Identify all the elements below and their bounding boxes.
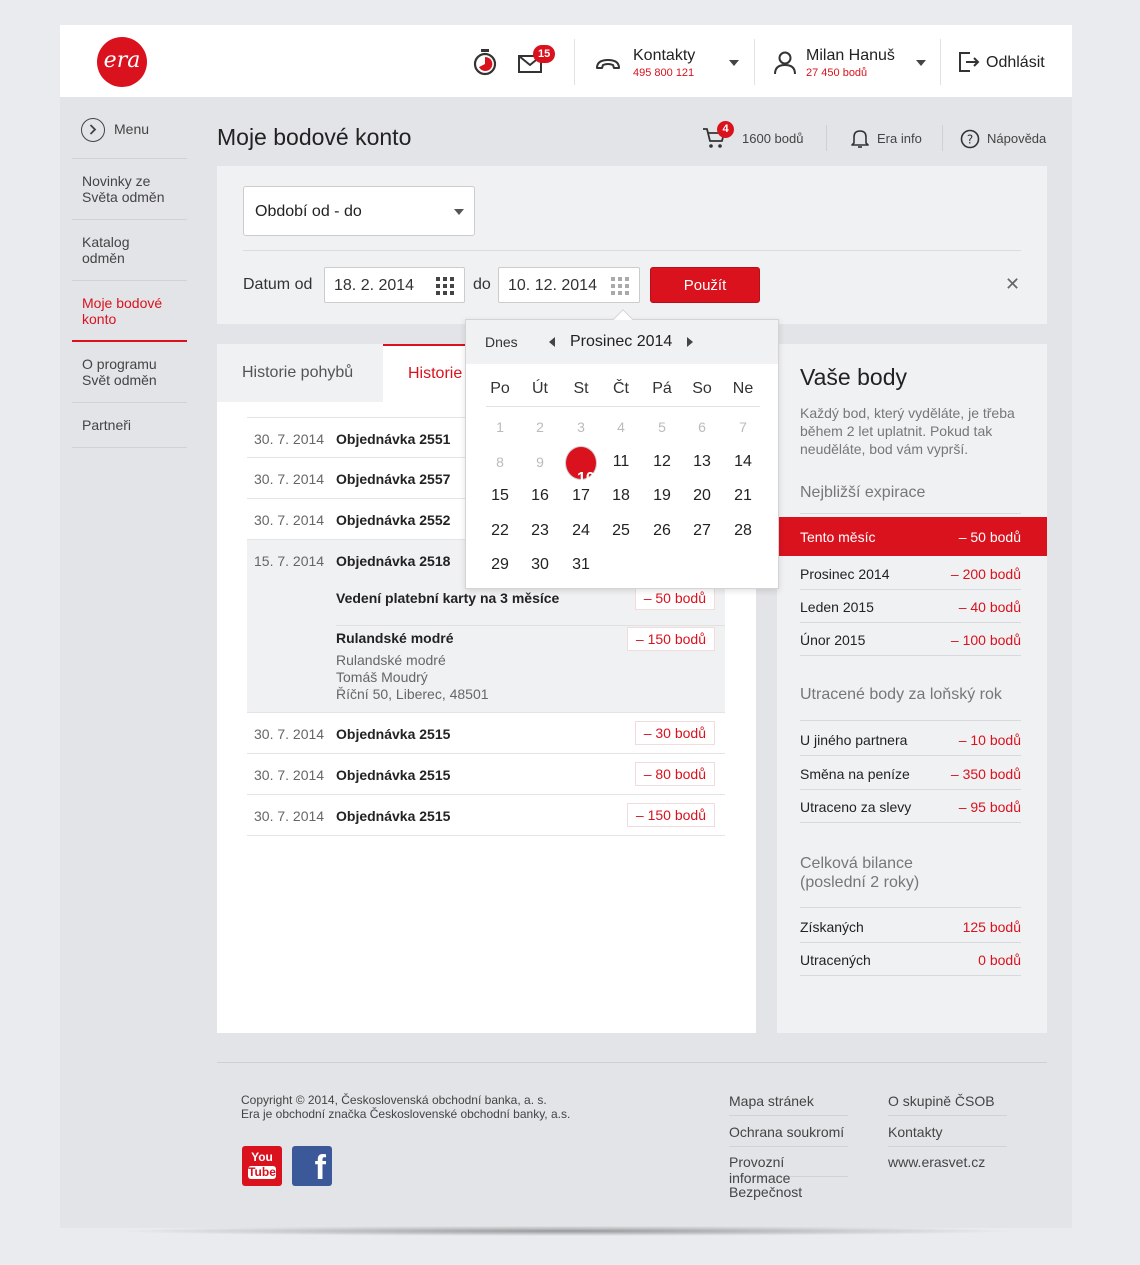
contacts-phone: 495 800 121 — [633, 67, 695, 79]
expiry-label: Tento měsíc — [800, 529, 876, 545]
expiry-value: – 50 bodů — [958, 529, 1021, 545]
youtube-icon[interactable] — [242, 1146, 282, 1186]
copyright-line: Era je obchodní značka Československé obchodní banky, a.s. — [241, 1107, 571, 1121]
calendar-day[interactable]: 25 — [612, 522, 630, 539]
points-badge: – 150 bodů — [627, 627, 715, 651]
tab-historie[interactable]: Historie — [383, 344, 483, 402]
sidebar-item-label: konto — [82, 311, 117, 327]
points-title: Vaše body — [800, 364, 907, 390]
expiry-value: – 100 bodů — [950, 632, 1021, 648]
divider — [940, 39, 941, 85]
row-order: Objednávka 2518 — [336, 553, 451, 569]
sidebar-item-label: Světa odměn — [82, 189, 165, 205]
divider — [826, 125, 827, 151]
filter-panel — [217, 166, 1047, 324]
calendar-day-selected[interactable]: 10 — [565, 446, 597, 480]
calendar-day[interactable]: 24 — [572, 522, 590, 539]
stopwatch-icon[interactable] — [472, 48, 498, 76]
expiry-value: – 40 bodů — [958, 599, 1021, 615]
date-from-label: Datum od — [243, 276, 313, 293]
date-from-value: 18. 2. 2014 — [334, 277, 415, 294]
calendar-day[interactable]: 4 — [617, 419, 625, 435]
calendar-day[interactable]: 22 — [491, 522, 509, 539]
row-order: Objednávka 2515 — [336, 726, 451, 742]
sidebar-item-moje-konto[interactable] — [72, 281, 187, 342]
mail-count-badge: 15 — [533, 45, 555, 63]
table-row[interactable] — [247, 754, 725, 795]
sidebar-item-katalog[interactable] — [72, 220, 187, 281]
table-row[interactable] — [247, 713, 725, 754]
calendar-day[interactable]: 30 — [531, 556, 549, 573]
user-name[interactable]: Milan Hanuš — [806, 47, 895, 64]
calendar-day[interactable]: 11 — [612, 453, 630, 470]
calendar-day[interactable]: 14 — [734, 453, 752, 470]
era-info-link[interactable]: Era info — [877, 131, 922, 146]
balance-heading-line: Celková bilance — [800, 855, 913, 872]
row-date: 30. 7. 2014 — [254, 512, 325, 528]
calendar-day[interactable]: 19 — [653, 487, 671, 504]
apply-button[interactable]: Použít — [650, 267, 760, 303]
spent-value: – 10 bodů — [958, 732, 1021, 748]
user-points: 27 450 bodů — [806, 67, 868, 79]
calendar-day[interactable]: 23 — [531, 522, 549, 539]
row-date: 15. 7. 2014 — [254, 553, 325, 569]
cart-count-badge: 4 — [717, 121, 734, 138]
user-dropdown-icon[interactable] — [916, 60, 926, 66]
footer-link[interactable]: Provozní informace — [729, 1146, 848, 1177]
user-icon — [774, 51, 796, 75]
copyright-line: Copyright © 2014, Československá obchodní banka, a. s. — [241, 1093, 547, 1107]
weekday-label: Ne — [732, 380, 754, 397]
facebook-icon[interactable]: f — [292, 1146, 332, 1186]
footer-link[interactable]: Ochrana soukromí — [729, 1116, 848, 1147]
svg-text:?: ? — [966, 132, 974, 147]
divider — [800, 907, 1021, 908]
expiry-label: Prosinec 2014 — [800, 566, 890, 582]
page-title: Moje bodové konto — [217, 124, 412, 150]
expiry-row — [800, 589, 1021, 623]
table-row[interactable] — [247, 795, 725, 836]
close-icon[interactable]: ✕ — [1005, 274, 1021, 294]
calendar-day[interactable]: 2 — [536, 419, 544, 435]
order-item-name: Vedení platební karty na 3 měsíce — [336, 590, 560, 606]
points-description: Každý bod, který vyděláte, je třeba během 2 let uplatnit. Pokud tak neuděláte, bod vám vyprší. — [800, 405, 1015, 457]
youtube-icon-text: You — [251, 1150, 273, 1164]
points-badge: – 80 bodů — [635, 762, 715, 786]
balance-row — [800, 909, 1021, 943]
calendar-day[interactable]: 29 — [491, 556, 509, 573]
expiry-value: – 200 bodů — [950, 566, 1021, 582]
calendar-day[interactable]: 18 — [612, 487, 630, 504]
footer-link[interactable]: Mapa stránek — [729, 1085, 848, 1116]
weekday-label: Pá — [652, 380, 672, 397]
calendar-day[interactable]: 5 — [658, 419, 666, 435]
footer-link[interactable]: Kontakty — [888, 1116, 1007, 1147]
divider — [754, 39, 755, 85]
date-to-input[interactable] — [498, 267, 640, 303]
row-order: Objednávka 2552 — [336, 512, 451, 528]
divider — [243, 250, 1021, 251]
previous-month-icon[interactable] — [549, 337, 555, 347]
calendar-day[interactable]: 20 — [693, 487, 711, 504]
bell-icon[interactable] — [851, 128, 869, 148]
menu-toggle[interactable] — [72, 97, 187, 159]
row-order: Objednávka 2557 — [336, 471, 451, 487]
calendar-day[interactable]: 17 — [572, 487, 590, 504]
logout-button[interactable]: Odhlásit — [986, 54, 1045, 71]
calendar-day[interactable]: 16 — [531, 487, 549, 504]
expiry-label: Leden 2015 — [800, 599, 874, 615]
calendar-day[interactable]: 28 — [734, 522, 752, 539]
expiry-row — [800, 556, 1021, 590]
spent-row — [800, 722, 1021, 756]
date-from-input[interactable] — [324, 267, 465, 303]
contacts-label[interactable]: Kontakty — [633, 47, 696, 64]
weekday-label: So — [692, 380, 712, 397]
order-item — [336, 630, 725, 703]
date-to-label: do — [473, 276, 491, 293]
calendar-day[interactable]: 31 — [572, 556, 590, 573]
calendar-day[interactable]: 7 — [739, 419, 747, 435]
points-badge: – 30 bodů — [635, 721, 715, 745]
contacts-dropdown-icon[interactable] — [729, 60, 739, 66]
divider — [574, 39, 575, 85]
era-logo[interactable]: era — [97, 37, 147, 87]
footer-link[interactable]: O skupině ČSOB — [888, 1085, 1007, 1116]
chevron-down-icon — [454, 209, 464, 215]
spent-label: Utraceno za slevy — [800, 799, 912, 815]
youtube-icon-text: Tube — [248, 1165, 276, 1179]
points-panel — [777, 344, 1047, 1033]
row-date: 30. 7. 2014 — [254, 431, 325, 447]
calendar-day[interactable]: 13 — [693, 453, 711, 470]
row-order: Objednávka 2551 — [336, 431, 451, 447]
footer-link[interactable]: www.erasvet.cz — [888, 1154, 986, 1170]
calendar-icon[interactable] — [611, 277, 629, 295]
calendar-day[interactable]: 15 — [491, 487, 509, 504]
row-date: 30. 7. 2014 — [254, 767, 325, 783]
calendar-day[interactable]: 21 — [734, 487, 752, 504]
expiry-label: Únor 2015 — [800, 632, 866, 648]
sidebar-item-label: odměn — [82, 250, 125, 266]
calendar-day[interactable]: 26 — [653, 522, 671, 539]
next-month-icon[interactable] — [687, 337, 693, 347]
expiry-heading: Nejbližší expirace — [800, 484, 926, 501]
sidebar-item-label: Katalog — [82, 234, 130, 250]
phone-icon — [595, 57, 621, 69]
balance-label: Utracených — [800, 952, 871, 968]
balance-heading-line: (poslední 2 roky) — [800, 874, 920, 891]
page-shadow — [110, 1226, 1020, 1236]
order-item-detail: Tomáš Moudrý — [336, 669, 428, 685]
menu-label: Menu — [114, 121, 150, 137]
order-item-name: Rulandské modré — [336, 630, 454, 646]
row-order: Objednávka 2515 — [336, 767, 451, 783]
row-date: 30. 7. 2014 — [254, 726, 325, 742]
sidebar-item-label: O programu — [82, 356, 157, 372]
spent-heading: Utracené body za loňský rok — [800, 686, 1002, 703]
month-label: Prosinec 2014 — [570, 333, 673, 350]
spent-row — [800, 756, 1021, 790]
points-badge: – 150 bodů — [627, 803, 715, 827]
date-to-value: 10. 12. 2014 — [508, 277, 597, 294]
calendar-day[interactable]: 6 — [698, 419, 706, 435]
sidebar-item-partneri[interactable] — [72, 403, 187, 448]
balance-row — [800, 942, 1021, 976]
sidebar-item-o-programu[interactable] — [72, 342, 187, 403]
footer-divider — [217, 1062, 1047, 1063]
calendar-day[interactable]: 9 — [536, 454, 544, 470]
weekday-label: Čt — [613, 380, 629, 397]
spent-row — [800, 789, 1021, 823]
calendar-day[interactable]: 12 — [653, 453, 671, 470]
footer-link[interactable]: Bezpečnost — [729, 1184, 803, 1200]
cart-points[interactable]: 1600 bodů — [742, 131, 804, 146]
sidebar-item-label: Partneři — [82, 417, 132, 433]
page-frame — [60, 25, 1072, 1228]
today-button[interactable]: Dnes — [485, 334, 518, 350]
balance-value: 0 bodů — [978, 952, 1021, 968]
spent-label: U jiného partnera — [800, 732, 908, 748]
sidebar-item-label: Moje bodové — [82, 295, 163, 311]
divider — [800, 513, 1021, 514]
spent-value: – 95 bodů — [958, 799, 1021, 815]
tab-historie-pohybu[interactable]: Historie pohybů — [242, 364, 354, 381]
sidebar-item-label: Novinky ze — [82, 173, 151, 189]
calendar-day[interactable]: 8 — [496, 454, 504, 470]
divider — [942, 125, 943, 151]
help-link[interactable]: Nápověda — [987, 131, 1047, 146]
weekday-label: Po — [490, 380, 510, 397]
spent-label: Směna na peníze — [800, 766, 910, 782]
copyright — [241, 1093, 570, 1121]
top-bar — [60, 25, 1072, 97]
logout-icon[interactable] — [958, 50, 980, 74]
weekday-label: Út — [532, 380, 548, 397]
order-item-detail: Říční 50, Liberec, 48501 — [336, 686, 489, 702]
spent-value: – 350 bodů — [950, 766, 1021, 782]
calendar-day[interactable]: 3 — [577, 419, 585, 435]
divider — [486, 406, 760, 407]
balance-heading — [800, 854, 919, 892]
divider — [800, 720, 1021, 721]
calendar-icon[interactable] — [436, 277, 454, 295]
row-date: 30. 7. 2014 — [254, 471, 325, 487]
weekday-label: St — [573, 380, 589, 397]
sidebar — [72, 97, 187, 448]
row-date: 30. 7. 2014 — [254, 808, 325, 824]
sidebar-item-novinky[interactable] — [72, 159, 187, 220]
help-icon[interactable] — [960, 129, 980, 149]
expiry-row — [800, 622, 1021, 656]
chevron-right-icon — [81, 118, 105, 142]
balance-label: Získaných — [800, 919, 864, 935]
calendar-day[interactable]: 27 — [693, 522, 711, 539]
expiry-row — [777, 517, 1047, 556]
sidebar-item-label: Svět odměn — [82, 372, 157, 388]
row-order: Objednávka 2515 — [336, 808, 451, 824]
calendar-day[interactable]: 1 — [496, 419, 504, 435]
order-item-detail: Rulandské modré — [336, 652, 446, 668]
period-select[interactable] — [243, 186, 475, 236]
date-picker — [465, 319, 779, 589]
balance-value: 125 bodů — [962, 919, 1021, 935]
period-select-value: Období od - do — [255, 203, 362, 220]
order-item — [336, 590, 725, 626]
points-badge: – 50 bodů — [635, 586, 715, 610]
